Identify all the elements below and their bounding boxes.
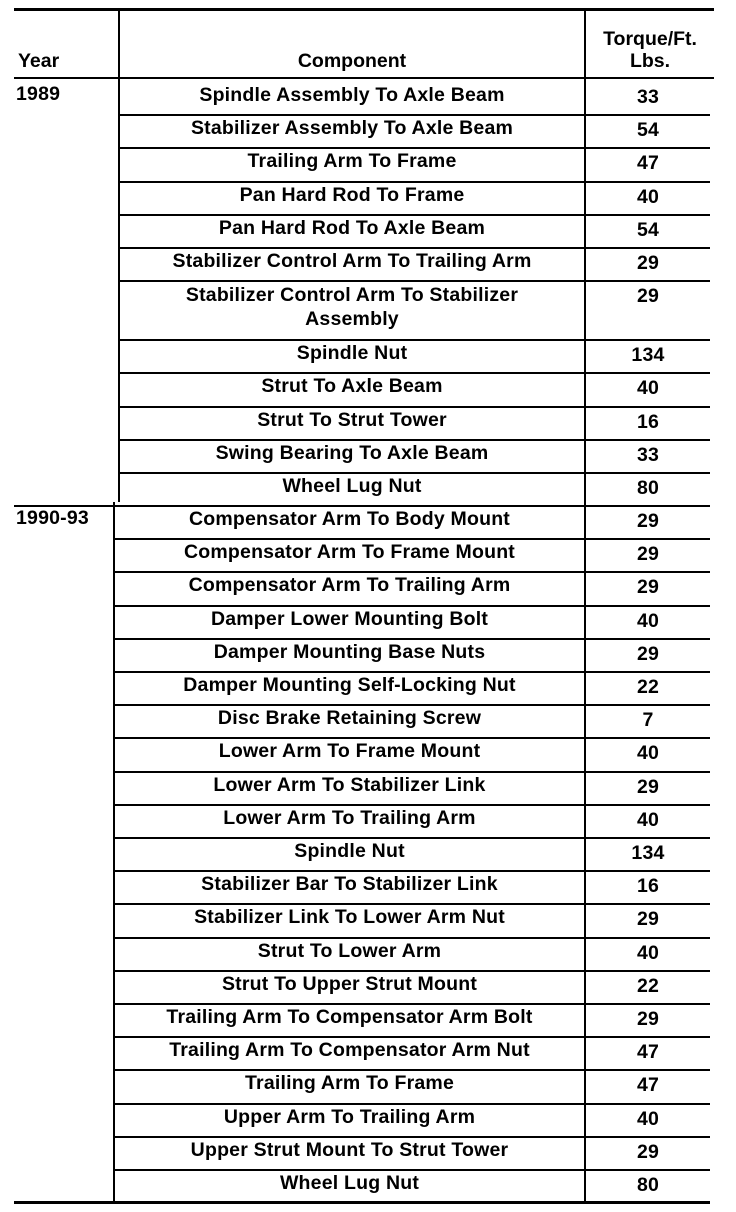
torque-cell: 29: [636, 1008, 660, 1030]
component-cell: Stabilizer Assembly To Axle Beam: [190, 117, 514, 140]
component-cell: Damper Mounting Self-Locking Nut: [183, 674, 516, 696]
torque-cell: 134: [631, 842, 665, 864]
torque-cell: 47: [636, 1074, 660, 1097]
torque-cell: 7: [642, 709, 654, 732]
component-cell: Stabilizer Link To Lower Arm Nut: [194, 906, 505, 929]
component-cell: Upper Arm To Trailing Arm: [223, 1105, 476, 1128]
component-cell: Damper Lower Mounting Bolt: [210, 607, 489, 630]
year-cell: 1989: [16, 83, 61, 105]
component-cell: Spindle Nut: [296, 342, 408, 365]
component-cell: Wheel Lug Nut: [279, 1172, 420, 1194]
component-cell: Trailing Arm To Frame: [247, 150, 457, 173]
row-separator: [113, 804, 710, 806]
torque-cell: 47: [636, 1041, 660, 1064]
torque-cell: 16: [636, 410, 660, 433]
component-cell: Trailing Arm To Compensator Arm Bolt: [166, 1006, 533, 1028]
torque-cell: 29: [636, 1140, 660, 1163]
row-separator: [113, 671, 710, 673]
component-cell: Compensator Arm To Body Mount: [188, 508, 511, 530]
torque-cell: 29: [636, 576, 660, 599]
torque-cell: 134: [631, 344, 665, 367]
component-cell: Upper Strut Mount To Strut Tower: [190, 1138, 509, 1161]
component-cell: Swing Bearing To Axle Beam: [215, 441, 489, 464]
torque-cell: 29: [636, 642, 660, 665]
component-cell: Pan Hard Rod To Axle Beam: [218, 216, 486, 239]
torque-cell: 40: [636, 742, 660, 765]
torque-cell: 40: [636, 377, 660, 400]
component-cell: Strut To Strut Tower: [257, 408, 447, 431]
row-separator: [113, 737, 710, 739]
row-separator: [118, 472, 710, 474]
table-bottom-rule: [14, 1201, 710, 1204]
row-separator: [113, 1003, 710, 1005]
row-separator: [113, 903, 710, 905]
torque-cell: 40: [636, 185, 660, 208]
torque-cell: 16: [636, 875, 660, 898]
row-separator: [118, 439, 710, 441]
component-cell: Wheel Lug Nut: [282, 475, 422, 497]
row-separator: [118, 280, 710, 282]
row-separator: [118, 214, 710, 216]
row-separator: [118, 147, 710, 149]
component-cell: Lower Arm To Trailing Arm: [223, 806, 476, 829]
torque-cell: 33: [636, 443, 660, 466]
component-cell: Strut To Axle Beam: [261, 375, 443, 398]
component-cell: Stabilizer Control Arm To Stabilizer Assembly: [185, 284, 519, 331]
row-separator: [113, 1069, 710, 1071]
torque-cell: 80: [636, 1174, 660, 1196]
row-separator: [113, 1136, 710, 1138]
torque-cell: 29: [636, 543, 660, 566]
row-separator: [113, 571, 710, 573]
header-torque-line2: Lbs.: [629, 50, 671, 72]
row-separator: [113, 704, 710, 706]
component-cell: Disc Brake Retaining Screw: [217, 707, 482, 730]
torque-cell: 29: [636, 252, 660, 274]
torque-cell: 40: [636, 1107, 660, 1130]
row-separator: [113, 1036, 710, 1038]
torque-cell: 54: [636, 218, 660, 241]
row-separator: [113, 1169, 710, 1171]
row-separator: [113, 970, 710, 972]
torque-cell: 29: [636, 510, 660, 532]
component-cell: Stabilizer Bar To Stabilizer Link: [201, 873, 498, 896]
row-separator: [113, 638, 710, 640]
row-separator: [14, 505, 710, 507]
torque-cell: 29: [636, 775, 660, 798]
torque-cell: 47: [636, 152, 660, 175]
row-separator: [113, 837, 710, 839]
torque-cell: 40: [636, 808, 660, 831]
component-cell: Stabilizer Control Arm To Trailing Arm: [172, 250, 532, 272]
component-cell: Trailing Arm To Frame: [245, 1072, 454, 1095]
component-cell: Compensator Arm To Trailing Arm: [188, 574, 511, 597]
torque-cell: 40: [636, 941, 660, 964]
component-cell: Strut To Upper Strut Mount: [221, 972, 478, 995]
torque-cell: 33: [636, 86, 660, 108]
header-year: Year: [18, 50, 60, 72]
row-separator: [118, 247, 710, 249]
component-cell: Lower Arm To Frame Mount: [218, 740, 481, 763]
component-cell: Pan Hard Rod To Frame: [239, 183, 465, 206]
torque-cell: 22: [636, 974, 660, 997]
header-component: Component: [297, 50, 407, 72]
component-cell: Spindle Nut: [294, 840, 405, 862]
torque-cell: 29: [636, 908, 660, 931]
row-separator: [118, 339, 710, 341]
row-separator: [113, 538, 710, 540]
row-separator: [118, 372, 710, 374]
component-cell: Lower Arm To Stabilizer Link: [213, 773, 486, 796]
torque-cell: 54: [636, 119, 660, 142]
torque-cell: 29: [636, 285, 660, 308]
row-separator: [118, 114, 710, 116]
component-cell: Strut To Lower Arm: [257, 939, 442, 962]
header-torque-line1: Torque/Ft.: [603, 28, 697, 50]
row-separator: [113, 870, 710, 872]
torque-cell: 80: [636, 477, 660, 499]
component-cell: Compensator Arm To Frame Mount: [183, 541, 516, 564]
component-cell: Spindle Assembly To Axle Beam: [199, 84, 505, 106]
component-cell: Damper Mounting Base Nuts: [213, 640, 486, 663]
torque-cell: 22: [636, 676, 660, 698]
component-cell: Trailing Arm To Compensator Arm Nut: [169, 1039, 530, 1062]
torque-cell: 40: [636, 609, 660, 632]
year-cell: 1990-93: [16, 507, 89, 529]
